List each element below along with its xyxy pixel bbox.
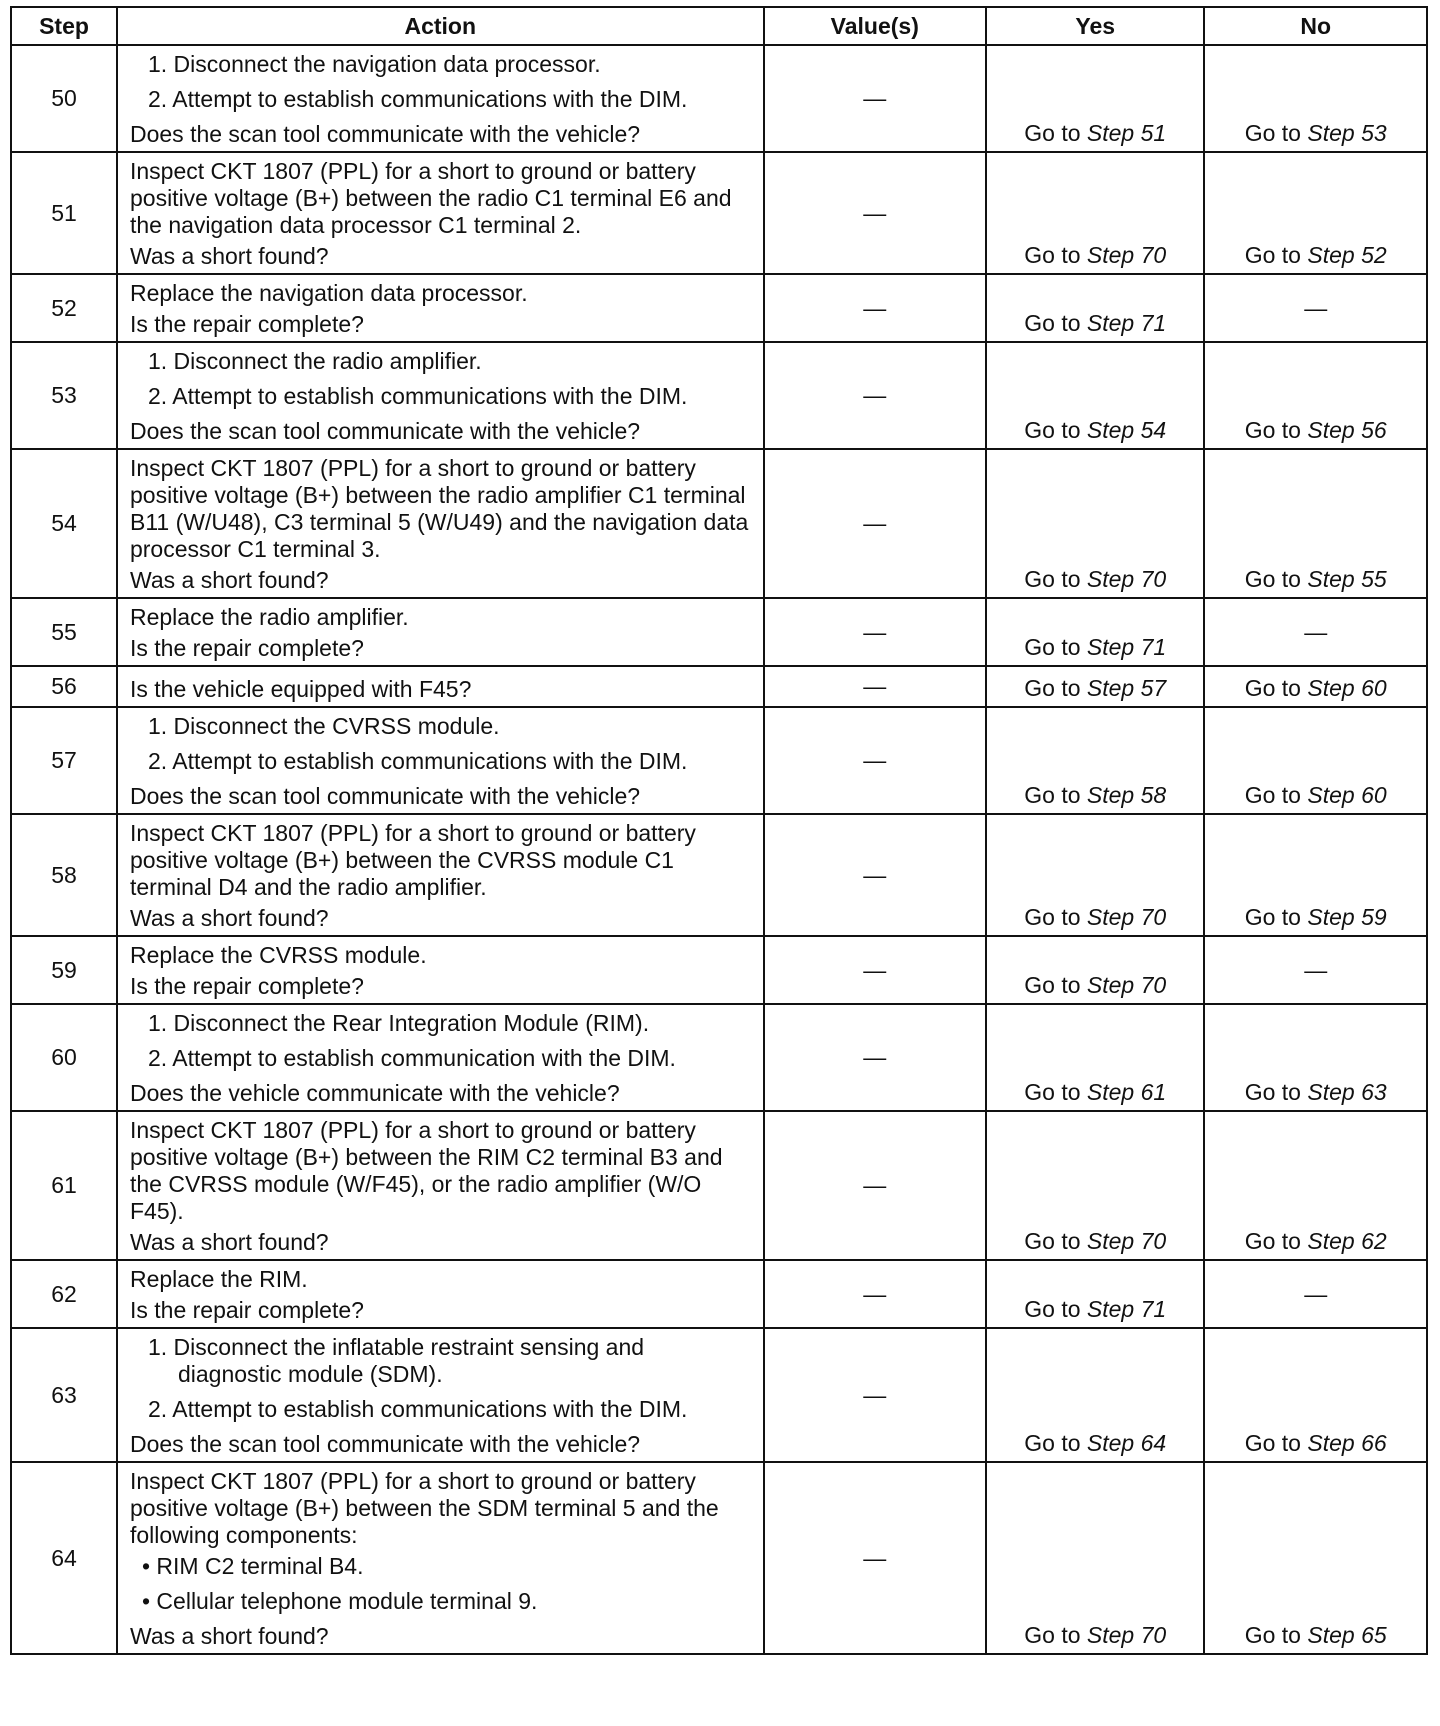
yes-cell: [986, 342, 1204, 449]
no-cell: [1204, 449, 1427, 598]
step-number: 62: [11, 1260, 117, 1328]
value-cell: —: [764, 1260, 987, 1328]
goto-prefix: Go to: [1024, 1430, 1081, 1456]
goto-prefix: Go to: [1244, 566, 1301, 592]
yes-cell: [986, 1462, 1204, 1654]
no-step-ref: Step 56: [1307, 417, 1387, 443]
header-row: [11, 7, 1427, 45]
action-step-item: 2. Attempt to establish communications with the DIM.: [147, 86, 688, 112]
value-cell: —: [764, 1111, 987, 1260]
action-question: Was a short found?: [129, 1229, 329, 1255]
step-number: 52: [11, 274, 117, 342]
table-row: [11, 666, 1427, 707]
value-cell: —: [764, 1328, 987, 1462]
action-question: Does the scan tool communicate with the vehicle?: [129, 1431, 641, 1457]
goto-prefix: Go to: [1244, 120, 1301, 146]
step-number: 57: [11, 707, 117, 814]
action-question: Is the repair complete?: [129, 635, 364, 661]
table-row: [11, 1004, 1427, 1111]
action-description: Replace the radio amplifier.: [129, 604, 409, 630]
action-question: Was a short found?: [129, 905, 329, 931]
yes-step-ref: Step 70: [1086, 566, 1167, 592]
value-cell: —: [764, 342, 987, 449]
table-row: [11, 152, 1427, 274]
action-description: Inspect CKT 1807 (PPL) for a short to ground or battery positive voltage (B+) between the radio C1 terminal E6 and the navigation data processor C1 terminal 2.: [129, 158, 732, 238]
action-cell: [117, 1004, 764, 1111]
component-list: [130, 1553, 753, 1615]
yes-step-ref: Step 71: [1086, 1296, 1167, 1322]
table-row: [11, 1111, 1427, 1260]
action-description: Replace the navigation data processor.: [129, 280, 528, 306]
yes-cell: [986, 666, 1204, 707]
action-cell: [117, 666, 764, 707]
header-no: No: [1204, 7, 1427, 45]
yes-cell: [986, 707, 1204, 814]
component-list-item: • Cellular telephone module terminal 9.: [141, 1588, 538, 1614]
value-cell: —: [764, 707, 987, 814]
yes-cell: [986, 45, 1204, 152]
header-step: Step: [11, 7, 117, 45]
action-description: Inspect CKT 1807 (PPL) for a short to ground or battery positive voltage (B+) between the radio amplifier C1 terminal B11 (W/U48), C3 terminal 5 (W/U49) and the navigation data processor C1 terminal 3.: [129, 455, 749, 562]
action-step-item: 2. Attempt to establish communications with the DIM.: [147, 1396, 688, 1422]
no-cell: [1204, 45, 1427, 152]
component-list-item: • RIM C2 terminal B4.: [141, 1553, 364, 1579]
action-step-item: 2. Attempt to establish communications with the DIM.: [147, 748, 688, 774]
action-cell: [117, 449, 764, 598]
action-question: Does the scan tool communicate with the vehicle?: [129, 121, 641, 147]
yes-cell: [986, 152, 1204, 274]
action-step-item: 1. Disconnect the CVRSS module.: [147, 713, 500, 739]
action-question: Is the repair complete?: [129, 1297, 364, 1323]
table-row: [11, 449, 1427, 598]
no-cell: —: [1204, 598, 1427, 666]
no-cell: —: [1204, 936, 1427, 1004]
no-cell: [1204, 666, 1427, 707]
action-cell: [117, 1111, 764, 1260]
goto-prefix: Go to: [1244, 904, 1301, 930]
action-cell: [117, 1328, 764, 1462]
step-number: 58: [11, 814, 117, 936]
goto-prefix: Go to: [1024, 782, 1081, 808]
no-step-ref: Step 60: [1307, 782, 1387, 808]
step-number: 59: [11, 936, 117, 1004]
yes-step-ref: Step 71: [1086, 310, 1167, 336]
yes-step-ref: Step 64: [1086, 1430, 1167, 1456]
table-row: [11, 936, 1427, 1004]
yes-cell: [986, 936, 1204, 1004]
action-question: Is the repair complete?: [129, 973, 364, 999]
yes-cell: [986, 274, 1204, 342]
step-number: 55: [11, 598, 117, 666]
yes-step-ref: Step 71: [1086, 634, 1167, 660]
no-cell: [1204, 814, 1427, 936]
table-row: [11, 45, 1427, 152]
no-cell: [1204, 1004, 1427, 1111]
action-step-item: 1. Disconnect the Rear Integration Module (RIM).: [147, 1010, 650, 1036]
action-description: Inspect CKT 1807 (PPL) for a short to ground or battery positive voltage (B+) between the CVRSS module C1 terminal D4 and the radio amplifier.: [129, 820, 696, 900]
yes-step-ref: Step 57: [1086, 675, 1167, 701]
goto-prefix: Go to: [1024, 634, 1081, 660]
value-cell: —: [764, 936, 987, 1004]
value-cell: —: [764, 449, 987, 598]
no-step-ref: Step 60: [1307, 675, 1387, 701]
yes-cell: [986, 598, 1204, 666]
no-cell: —: [1204, 274, 1427, 342]
action-question: Does the vehicle communicate with the vehicle?: [129, 1080, 620, 1106]
action-question: Was a short found?: [129, 243, 329, 269]
goto-prefix: Go to: [1244, 1430, 1301, 1456]
value-cell: —: [764, 814, 987, 936]
value-cell: —: [764, 152, 987, 274]
value-cell: —: [764, 45, 987, 152]
table-row: [11, 1260, 1427, 1328]
goto-prefix: Go to: [1024, 566, 1081, 592]
value-cell: —: [764, 666, 987, 707]
goto-prefix: Go to: [1024, 417, 1081, 443]
action-cell: [117, 45, 764, 152]
no-cell: [1204, 152, 1427, 274]
goto-prefix: Go to: [1244, 675, 1301, 701]
step-number: 63: [11, 1328, 117, 1462]
action-question: Was a short found?: [129, 1623, 329, 1649]
action-question: Is the vehicle equipped with F45?: [129, 676, 472, 702]
action-cell: [117, 1260, 764, 1328]
goto-prefix: Go to: [1244, 1079, 1301, 1105]
action-steps: [130, 348, 753, 410]
goto-prefix: Go to: [1024, 675, 1081, 701]
no-cell: [1204, 707, 1427, 814]
goto-prefix: Go to: [1244, 782, 1301, 808]
action-steps: [130, 51, 753, 113]
yes-step-ref: Step 70: [1086, 904, 1167, 930]
action-cell: [117, 707, 764, 814]
goto-prefix: Go to: [1024, 1622, 1081, 1648]
yes-cell: [986, 1004, 1204, 1111]
yes-step-ref: Step 58: [1086, 782, 1167, 808]
yes-cell: [986, 1260, 1204, 1328]
action-steps: [130, 713, 753, 775]
no-cell: —: [1204, 1260, 1427, 1328]
no-cell: [1204, 1462, 1427, 1654]
action-description: Inspect CKT 1807 (PPL) for a short to ground or battery positive voltage (B+) between the SDM terminal 5 and the following components:: [129, 1468, 719, 1548]
goto-prefix: Go to: [1244, 1622, 1301, 1648]
table-row: [11, 814, 1427, 936]
step-number: 64: [11, 1462, 117, 1654]
no-step-ref: Step 66: [1307, 1430, 1387, 1456]
no-step-ref: Step 59: [1307, 904, 1387, 930]
goto-prefix: Go to: [1244, 417, 1301, 443]
step-number: 50: [11, 45, 117, 152]
action-cell: [117, 342, 764, 449]
goto-prefix: Go to: [1024, 242, 1081, 268]
action-cell: [117, 274, 764, 342]
goto-prefix: Go to: [1024, 310, 1081, 336]
yes-step-ref: Step 54: [1086, 417, 1167, 443]
action-cell: [117, 936, 764, 1004]
step-number: 60: [11, 1004, 117, 1111]
no-cell: [1204, 1111, 1427, 1260]
goto-prefix: Go to: [1024, 1079, 1081, 1105]
yes-step-ref: Step 70: [1086, 242, 1167, 268]
goto-prefix: Go to: [1244, 242, 1301, 268]
yes-step-ref: Step 70: [1086, 1228, 1167, 1254]
yes-step-ref: Step 70: [1086, 1622, 1167, 1648]
yes-cell: [986, 449, 1204, 598]
action-question: Was a short found?: [129, 567, 329, 593]
action-cell: [117, 598, 764, 666]
no-step-ref: Step 65: [1307, 1622, 1387, 1648]
no-step-ref: Step 53: [1307, 120, 1387, 146]
action-step-item: 2. Attempt to establish communications with the DIM.: [147, 383, 688, 409]
action-question: Does the scan tool communicate with the vehicle?: [129, 418, 641, 444]
action-question: Is the repair complete?: [129, 311, 364, 337]
action-step-item: 1. Disconnect the navigation data processor.: [147, 51, 601, 77]
table-row: [11, 342, 1427, 449]
action-description: Inspect CKT 1807 (PPL) for a short to ground or battery positive voltage (B+) between the RIM C2 terminal B3 and the CVRSS module (W/F45), or the radio amplifier (W/O F45).: [129, 1117, 723, 1224]
table-row: [11, 1462, 1427, 1654]
action-question: Does the scan tool communicate with the vehicle?: [129, 783, 641, 809]
action-cell: [117, 1462, 764, 1654]
no-step-ref: Step 63: [1307, 1079, 1387, 1105]
table-row: [11, 598, 1427, 666]
value-cell: —: [764, 1004, 987, 1111]
value-cell: —: [764, 1462, 987, 1654]
yes-cell: [986, 1328, 1204, 1462]
diagnostic-step-table: [10, 6, 1428, 1655]
no-step-ref: Step 62: [1307, 1228, 1387, 1254]
header-yes: Yes: [986, 7, 1204, 45]
step-number: 61: [11, 1111, 117, 1260]
step-number: 53: [11, 342, 117, 449]
yes-cell: [986, 814, 1204, 936]
no-step-ref: Step 55: [1307, 566, 1387, 592]
value-cell: —: [764, 274, 987, 342]
goto-prefix: Go to: [1024, 1296, 1081, 1322]
table-row: [11, 1328, 1427, 1462]
action-step-item: 1. Disconnect the radio amplifier.: [147, 348, 482, 374]
goto-prefix: Go to: [1244, 1228, 1301, 1254]
table-row: [11, 707, 1427, 814]
action-cell: [117, 814, 764, 936]
no-cell: [1204, 342, 1427, 449]
yes-step-ref: Step 61: [1086, 1079, 1167, 1105]
yes-step-ref: Step 70: [1086, 972, 1167, 998]
goto-prefix: Go to: [1024, 904, 1081, 930]
action-cell: [117, 152, 764, 274]
header-action: Action: [117, 7, 764, 45]
goto-prefix: Go to: [1024, 972, 1081, 998]
header-values: Value(s): [764, 7, 987, 45]
action-description: Replace the RIM.: [129, 1266, 308, 1292]
step-number: 51: [11, 152, 117, 274]
action-step-item: 1. Disconnect the inflatable restraint sensing and diagnostic module (SDM).: [147, 1334, 645, 1387]
goto-prefix: Go to: [1024, 1228, 1081, 1254]
value-cell: —: [764, 598, 987, 666]
no-cell: [1204, 1328, 1427, 1462]
table-row: [11, 274, 1427, 342]
table-body: [11, 45, 1427, 1654]
no-step-ref: Step 52: [1307, 242, 1387, 268]
step-number: 56: [11, 666, 117, 707]
yes-cell: [986, 1111, 1204, 1260]
action-description: Replace the CVRSS module.: [129, 942, 427, 968]
goto-prefix: Go to: [1024, 120, 1081, 146]
yes-step-ref: Step 51: [1086, 120, 1167, 146]
action-steps: [130, 1010, 753, 1072]
step-number: 54: [11, 449, 117, 598]
action-steps: [130, 1334, 753, 1423]
action-step-item: 2. Attempt to establish communication with the DIM.: [147, 1045, 676, 1071]
